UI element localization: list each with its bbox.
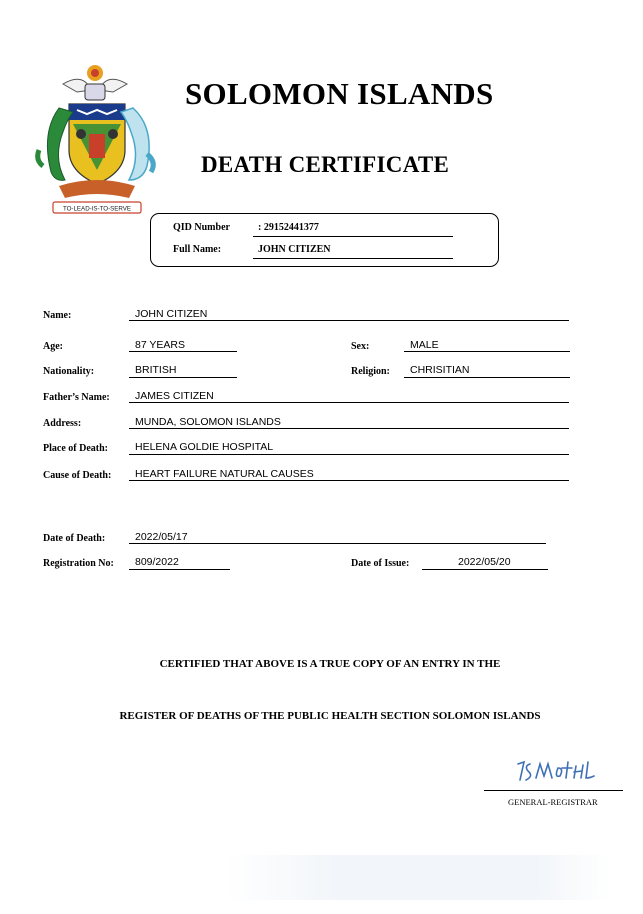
registration-no-underline [129, 569, 230, 570]
age-value: 87 YEARS [135, 339, 186, 351]
name-label: Name: [43, 310, 72, 321]
registration-no-label: Registration No: [43, 558, 114, 569]
full-name-label: Full Name: [173, 244, 222, 255]
full-name-value: JOHN CITIZEN [258, 244, 331, 255]
name-value: JOHN CITIZEN [135, 308, 208, 320]
sex-label: Sex: [351, 341, 370, 352]
certification-line-2: REGISTER OF DEATHS OF THE PUBLIC HEALTH SECTION SOLOMON ISLANDS [119, 710, 541, 722]
sex-value: MALE [410, 339, 439, 351]
father-name-underline [129, 402, 569, 403]
nationality-label: Nationality: [43, 366, 95, 377]
registration-no-value: 809/2022 [135, 556, 179, 568]
father-name-value: JAMES CITIZEN [135, 390, 214, 402]
name-underline [129, 320, 569, 321]
address-value: MUNDA, SOLOMON ISLANDS [135, 416, 281, 428]
registrar-signature [510, 758, 598, 786]
religion-value: CHRISITIAN [410, 364, 470, 376]
signature-line [484, 790, 623, 791]
date-of-issue-label: Date of Issue: [351, 558, 410, 569]
nationality-value: BRITISH [135, 364, 177, 376]
age-label: Age: [43, 341, 63, 352]
place-of-death-underline [129, 454, 569, 455]
coat-of-arms-emblem [33, 62, 161, 218]
coat-of-arms-motto: TO-LEAD-IS-TO-SERVE [62, 205, 132, 213]
full-name-underline [253, 258, 453, 259]
place-of-death-value: HELENA GOLDIE HOSPITAL [135, 441, 274, 453]
date-of-death-underline [129, 543, 546, 544]
date-of-death-value: 2022/05/17 [135, 531, 188, 543]
document-title: DEATH CERTIFICATE [201, 152, 450, 177]
cause-of-death-underline [129, 480, 569, 481]
qid-value: : 29152441377 [258, 222, 319, 233]
sex-underline [404, 351, 570, 352]
date-of-death-label: Date of Death: [43, 533, 106, 544]
cause-of-death-value: HEART FAILURE NATURAL CAUSES [135, 468, 314, 480]
date-of-issue-underline [422, 569, 548, 570]
country-title: SOLOMON ISLANDS [185, 76, 494, 111]
scan-artifact [225, 855, 610, 900]
cause-of-death-label: Cause of Death: [43, 470, 112, 481]
nationality-underline [129, 377, 237, 378]
address-underline [129, 428, 569, 429]
address-label: Address: [43, 418, 82, 429]
place-of-death-label: Place of Death: [43, 443, 108, 454]
religion-label: Religion: [351, 366, 390, 377]
father-name-label: Father’s Name: [43, 392, 110, 403]
religion-underline [404, 377, 570, 378]
certification-line-1: CERTIFIED THAT ABOVE IS A TRUE COPY OF AN ENTRY IN THE [159, 658, 501, 670]
qid-underline [253, 236, 453, 237]
registrar-title: GENERAL-REGISTRAR [508, 797, 598, 807]
age-underline [129, 351, 237, 352]
date-of-issue-value: 2022/05/20 [458, 556, 511, 568]
qid-label: QID Number [173, 222, 230, 233]
